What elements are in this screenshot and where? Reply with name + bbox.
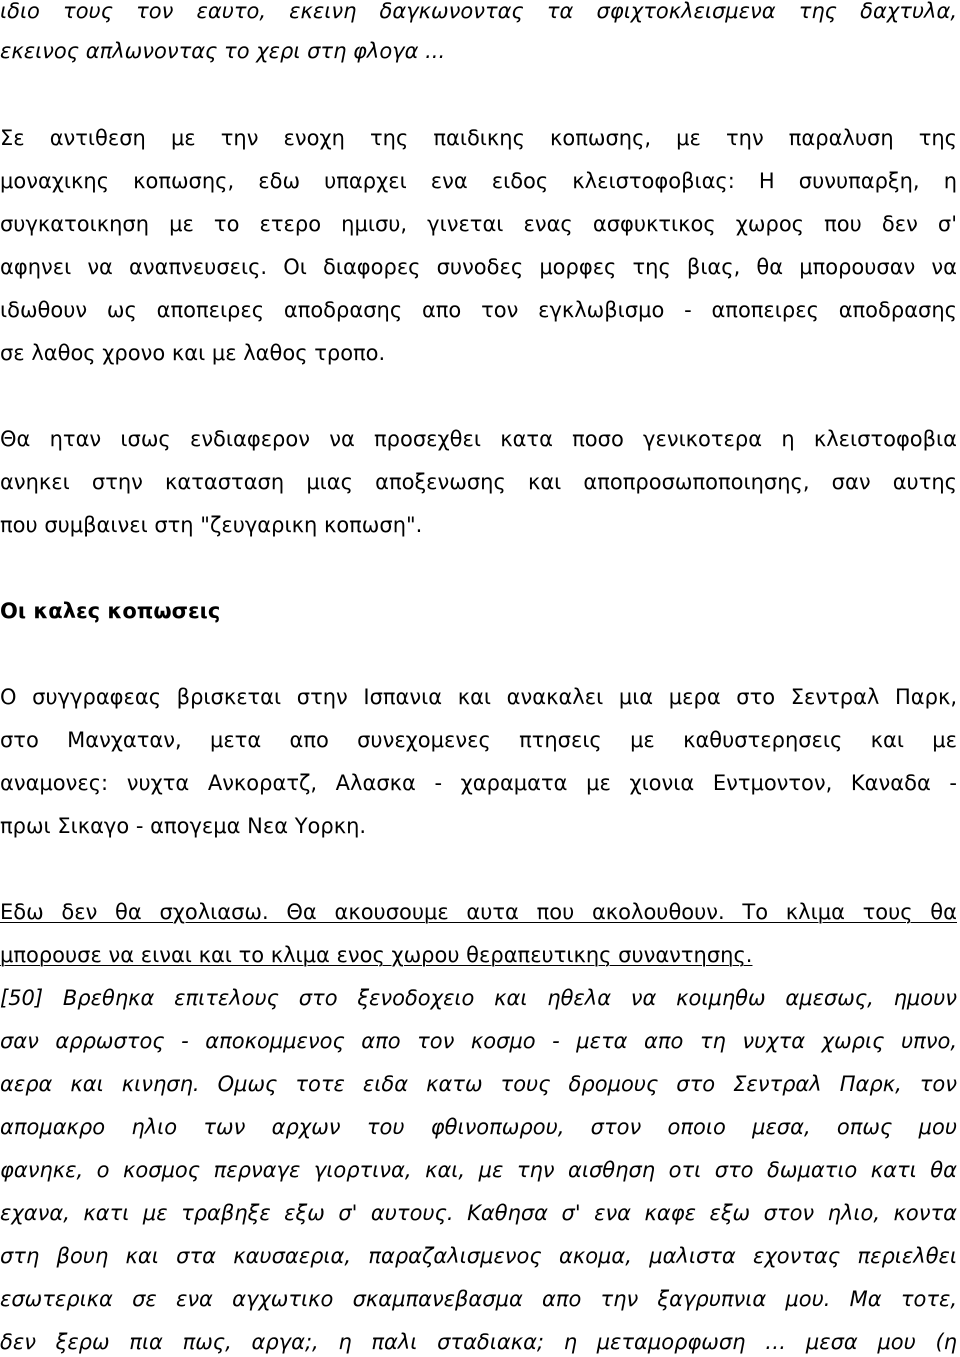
text-line: απομακρο ηλιο των αρχων του φθινοπωρου, στον οποιο μεσα, οπως μου: [0, 1115, 957, 1139]
text-line: σαν αρρωστος - αποκομμενος απο τον κοσμο - μετα απο τη νυχτα χωρις υπνο,: [0, 1029, 957, 1053]
text-line: ιδωθουν ως αποπειρες αποδρασης απο τον εγκλωβισμο - αποπειρες αποδρασης: [0, 298, 957, 322]
text-line: συγκατοικηση με το ετερο ημισυ, γινεται ενας ασφυκτικος χωρος που δεν σ': [0, 212, 957, 236]
text-line: Θα ηταν ισως ενδιαφερον να προσεχθει κατα ποσο γενικοτερα η κλειστοφοβια: [0, 427, 957, 451]
text-line: ιδιο τους τον εαυτο, εκεινη δαγκωνοντας τα σφιχτοκλεισμενα της δαχτυλα,: [0, 0, 957, 23]
text-line: Σε αντιθεση με την ενοχη της παιδικης κοπωσης, με την παραλυση της: [0, 126, 957, 150]
text-line: εσωτερικα σε ενα αγχωτικο σκαμπανεβασμα απο την ξαγρυπνια μου. Μα τοτε,: [0, 1287, 957, 1311]
text-line: [50] Βρεθηκα επιτελους στο ξενοδοχειο και ηθελα να κοιμηθω αμεσως, ημουν: [0, 986, 957, 1010]
text-line: δεν ξερω πια πως, αργα;, η παλι σταδιακα; η μεταμορφωση … μεσα μου (η: [0, 1330, 957, 1354]
text-line: αναμονες: νυχτα Ανκορατζ, Αλασκα - χαραματα με χιονια Εντμοντον, Καναδα -: [0, 771, 957, 795]
text-line: μοναχικης κοπωσης, εδω υπαρχει ενα ειδος κλειστοφοβιας: Η συνυπαρξη, η: [0, 169, 957, 193]
text-line: σε λαθος χρονο και με λαθος τροπο.: [0, 341, 386, 365]
text-line: εχανα, κατι με τραβηξε εξω σ' αυτους. Καθησα σ' ενα καφε εξω στον ηλιο, κοντα: [0, 1201, 957, 1225]
text-line: Ο συγγραφεας βρισκεται στην Ισπανια και ανακαλει μια μερα στο Σεντραλ Παρκ,: [0, 685, 957, 709]
text-line: στο Μανχαταν, μετα απο συνεχομενες πτησεις με καθυστερησεις και με: [0, 728, 957, 752]
text-line: ανηκει στην κατασταση μιας αποξενωσης και αποπροσωποποιησης, σαν αυτης: [0, 470, 957, 494]
text-line: πρωι Σικαγο - απογεμα Νεα Υορκη.: [0, 814, 367, 838]
text-line: φανηκε, ο κοσμος περναγε γιορτινα, και, με την αισθηση οτι στο δωματιο κατι θα: [0, 1158, 957, 1182]
text-line: Εδω δεν θα σχολιασω. Θα ακουσουμε αυτα που ακολουθουν. Το κλιμα τους θα: [0, 900, 957, 924]
section-heading: Οι καλες κοπωσεις: [0, 599, 221, 623]
text-line: μπορουσε να ειναι και το κλιμα ενος χωρου θεραπευτικης συναντησης.: [0, 943, 753, 967]
text-line: που συμβαινει στη "ζευγαρικη κοπωση".: [0, 513, 423, 537]
text-line: στη βουη και στα καυσαερια, παραζαλισμενος ακομα, μαλιστα εχοντας περιελθει: [0, 1244, 957, 1268]
text-line: αερα και κινηση. Ομως τοτε ειδα κατω τους δρομους στο Σεντραλ Παρκ, τον: [0, 1072, 957, 1096]
text-line: αφηνει να αναπνευσεις. Οι διαφορες συνοδες μορφες της βιας, θα μπορουσαν να: [0, 255, 957, 279]
text-line: εκεινος απλωνοντας το χερι στη φλογα ...: [0, 39, 446, 63]
